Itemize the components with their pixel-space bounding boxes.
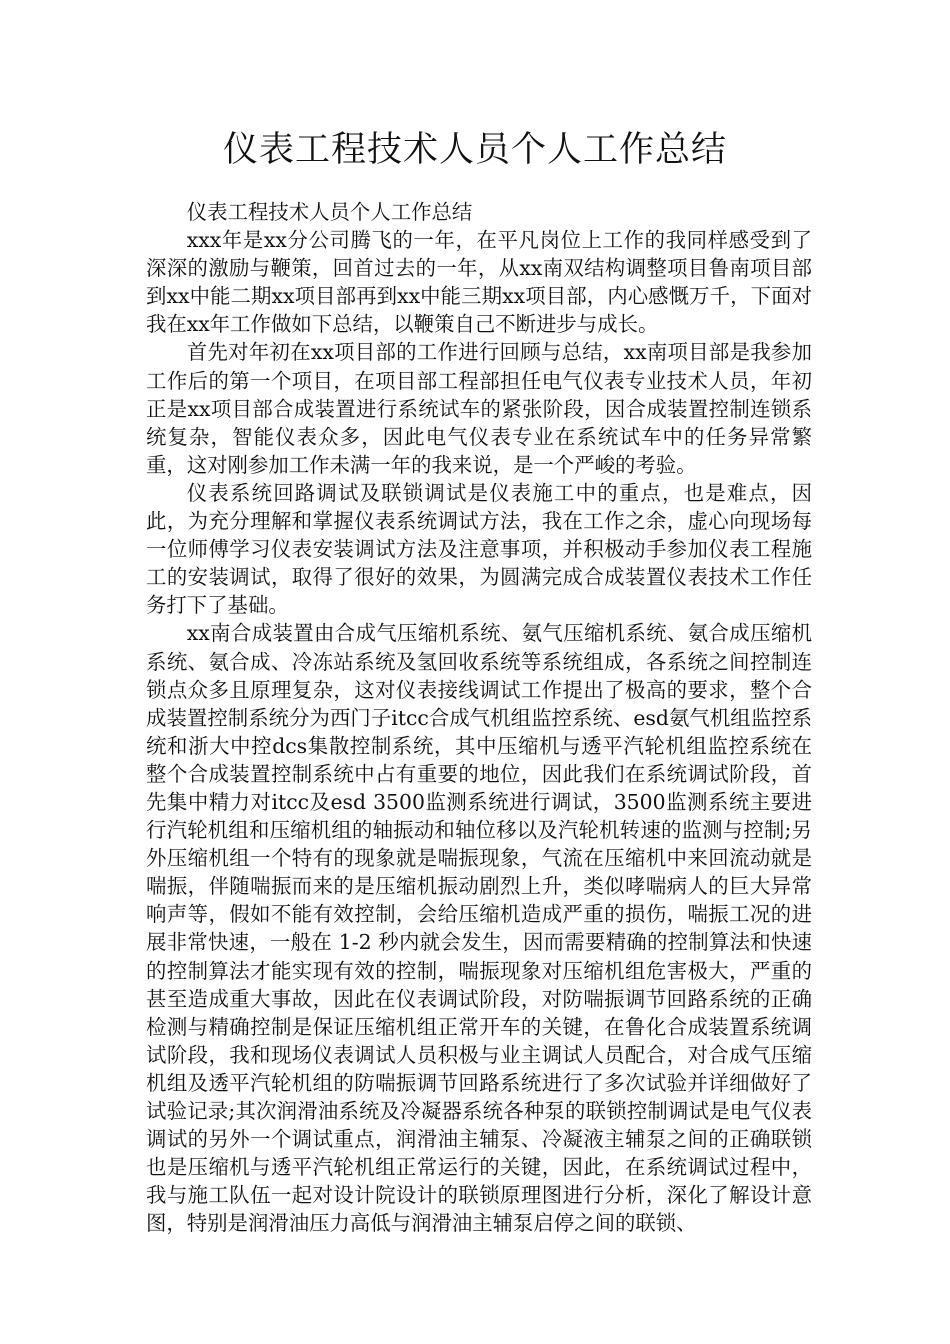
paragraph-intro: xxx年是xx分公司腾飞的一年，在平凡岗位上工作的我同样感受到了深深的激励与鞭策，回首过去的一年，从xx南双结构调整项目鲁南项目部到xx中能二期xx项目部再到xx中能三期xx项目部，内心感慨万千，下面对我在xx年工作做如下总结，以鞭策自己不断进步与成长。 (146, 228, 812, 337)
paragraph-commissioning: 仪表系统回路调试及联锁调试是仪表施工中的重点，也是难点，因此，为充分理解和掌握仪表系统调试方法，我在工作之余，虚心向现场每一位师傅学习仪表安装调试方法及注意事项，并积极动手参加仪表工程施工的安装调试，取得了很好的效果，为圆满完成合成装置仪表技术工作任务打下了基础。 (146, 480, 812, 618)
paragraph-subtitle: 仪表工程技术人员个人工作总结 (186, 200, 473, 224)
document-body (146, 198, 812, 1237)
paragraph-synthesis-unit: xx南合成装置由合成气压缩机系统、氨气压缩机系统、氨合成压缩机系统、氨合成、冷冻站系统及氢回收系统等系统组成，各系统之间控制连锁点众多且原理复杂，这对仪表接线调试工作提出了极高的要求，整个合成装置控制系统分为西门子itcc合成气机组监控系统、esd氨气机组监控系统和浙大中控dcs集散控制系统，其中压缩机与透平汽轮机组监控系统在整个合成装置控制系统中占有重要的地位，因此我们在系统调试阶段，首先集中精力对itcc及esd 3500监测系统进行调试，3500监测系统主要进行汽轮机组和压缩机组的轴振动和轴位移以及汽轮机转速的监测与控制;另外压缩机组一个特有的现象就是喘振现象，气流在压缩机中来回流动就是喘振，伴随喘振而来的是压缩机振动剧烈上升，类似哮喘病人的巨大异常响声等，假如不能有效控制，会给压缩机造成严重的损伤，喘振工况的进展非常快速，一般在 1-2 秒内就会发生，因而需要精确的控制算法和快速的控制算法才能实现有效的控制，喘振现象对压缩机组危害极大，严重的甚至造成重大事故，因此在仪表调试阶段，对防喘振调节回路系统的正确检测与精确控制是保证压缩机组正常开车的关键，在鲁化合成装置系统调试阶段，我和现场仪表调试人员积极与业主调试人员配合，对合成气压缩机组及透平汽轮机组的防喘振调节回路系统进行了多次试验并详细做好了试验记录;其次润滑油系统及冷凝器系统各种泵的联锁控制调试是电气仪表调试的另外一个调试重点，润滑油主辅泵、冷凝液主辅泵之间的正确联锁也是压缩机与透平汽轮机组正常运行的关键，因此，在系统调试过程中，我与施工队伍一起对设计院设计的联锁原理图进行分析，深化了解设计意图，特别是润滑油压力高低与润滑油主辅泵启停之间的联锁、 (146, 621, 812, 1236)
paragraph-review: 首先对年初在xx项目部的工作进行回顾与总结，xx南项目部是我参加工作后的第一个项目，在项目部工程部担任电气仪表专业技术人员，年初正是xx项目部合成装置进行系统试车的紧张阶段，因合成装置控制连锁系统复杂，智能仪表众多，因此电气仪表专业在系统试车中的任务异常繁重，这对刚参加工作未满一年的我来说，是一个严峻的考验。 (146, 340, 812, 477)
document-title: 仪表工程技术人员个人工作总结 (222, 130, 727, 170)
